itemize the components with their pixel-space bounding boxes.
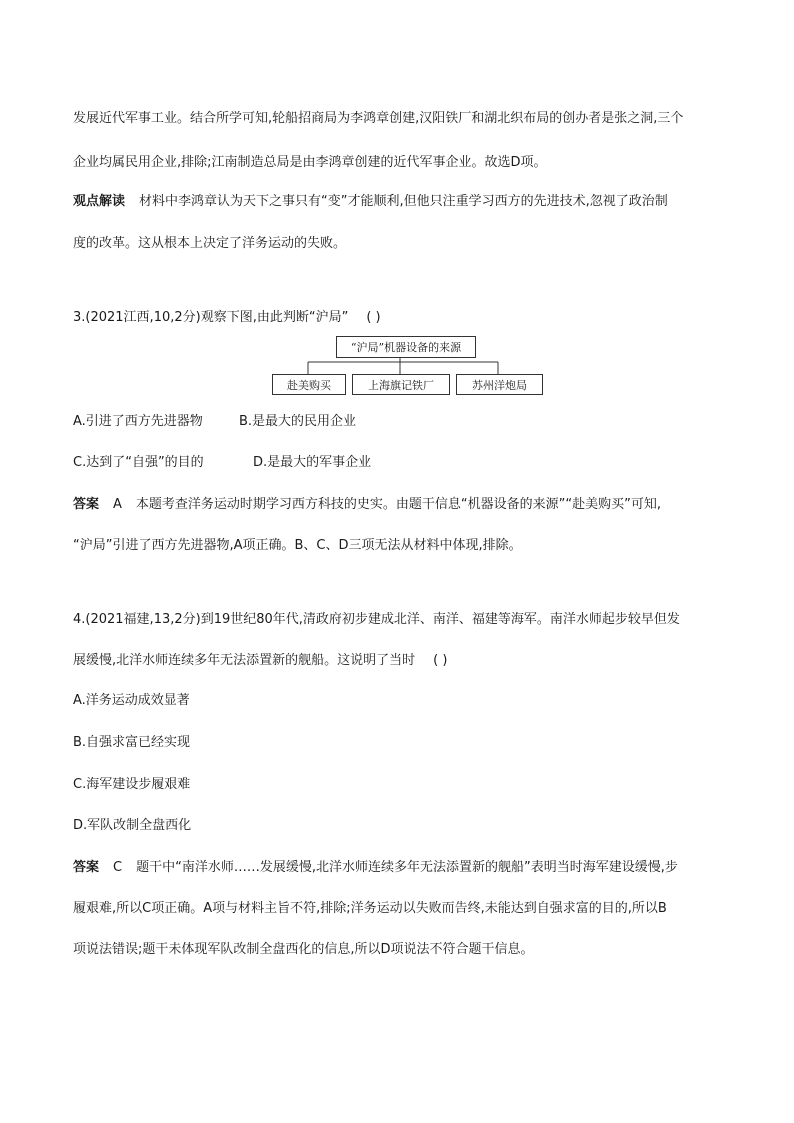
q4-stem-2-text: 展缓慢,北洋水师连续多年无法添置新的舰船。这说明了当时 (73, 653, 416, 668)
q4-stem-1: 4.(2021福建,13,2分)到19世纪80年代,清政府初步建成北洋、南洋、福建等海军。南洋水师起步较早但发 (73, 612, 680, 627)
q3-options-row-2 (73, 454, 371, 472)
q3-stem-text: 3.(2021江西,10,2分)观察下图,由此判断“沪局” (73, 310, 349, 325)
q3-answer-line (73, 496, 661, 514)
q3-option-c: C.达到了“自强”的目的 (73, 455, 204, 470)
q4-answer-letter: C (113, 860, 123, 875)
viewpoint-label: 观点解读 (73, 194, 126, 209)
diagram-child-box-2: 上海旗记铁厂 (352, 374, 450, 395)
q4-answer-blank: ( ) (433, 653, 448, 668)
diagram-child-box-3: 苏州洋炮局 (456, 374, 543, 395)
q3-explanation-1: 本题考查洋务运动时期学习西方科技的史实。由题干信息“机器设备的来源”“赴美购买”可知, (135, 497, 661, 512)
q4-option-b: B.自强求富已经实现 (73, 735, 191, 750)
viewpoint-line (73, 193, 668, 211)
q3-explanation-2: “沪局”引进了西方先进器物,A项正确。B、C、D三项无法从材料中体现,排除。 (73, 538, 522, 553)
diagram-top-box: “沪局”机器设备的来源 (336, 336, 476, 358)
q3-answer-blank: ( ) (366, 310, 381, 325)
continuation-line-1: 发展近代军事工业。结合所学可知,轮船招商局为李鸿章创建,汉阳铁厂和湖北织布局的创办者是张之洞,三个 (73, 111, 684, 126)
q3-answer-label: 答案 (73, 497, 100, 512)
q3-stem (73, 309, 381, 327)
q3-option-d: D.是最大的军事企业 (253, 455, 372, 470)
q4-explanation-1: 题干中“南洋水师……发展缓慢,北洋水师连续多年无法添置新的舰船”表明当时海军建设缓慢,步 (136, 860, 678, 875)
q4-explanation-2: 履艰难,所以C项正确。A项与材料主旨不符,排除;洋务运动以失败而告终,未能达到自强求富的目的,所以B (73, 901, 667, 916)
q4-option-d: D.军队改制全盘西化 (73, 818, 192, 833)
continuation-line-2: 企业均属民用企业,排除;江南制造总局是由李鸿章创建的近代军事企业。故选D项。 (73, 155, 547, 170)
diagram-child-box-1: 赴美购买 (272, 374, 346, 395)
q3-option-a: A.引进了西方先进器物 (73, 414, 203, 429)
q3-options-row-1 (73, 413, 356, 431)
q3-answer-letter: A (113, 497, 122, 512)
continuation-line-4: 度的改革。这从根本上决定了洋务运动的失败。 (73, 236, 347, 251)
q4-option-a: A.洋务运动成效显著 (73, 693, 190, 708)
q3-option-b: B.是最大的民用企业 (239, 414, 357, 429)
q4-explanation-3: 项说法错误;题干未体现军队改制全盘西化的信息,所以D项说法不符合题干信息。 (73, 942, 534, 957)
viewpoint-text: 材料中李鸿章认为天下之事只有“变”才能顺利,但他只注重学习西方的先进技术,忽视了政治制 (139, 194, 668, 209)
q4-answer-line (73, 859, 678, 877)
q4-stem-2 (73, 652, 447, 670)
q4-answer-label: 答案 (73, 860, 100, 875)
q4-option-c: C.海军建设步履艰难 (73, 777, 191, 792)
